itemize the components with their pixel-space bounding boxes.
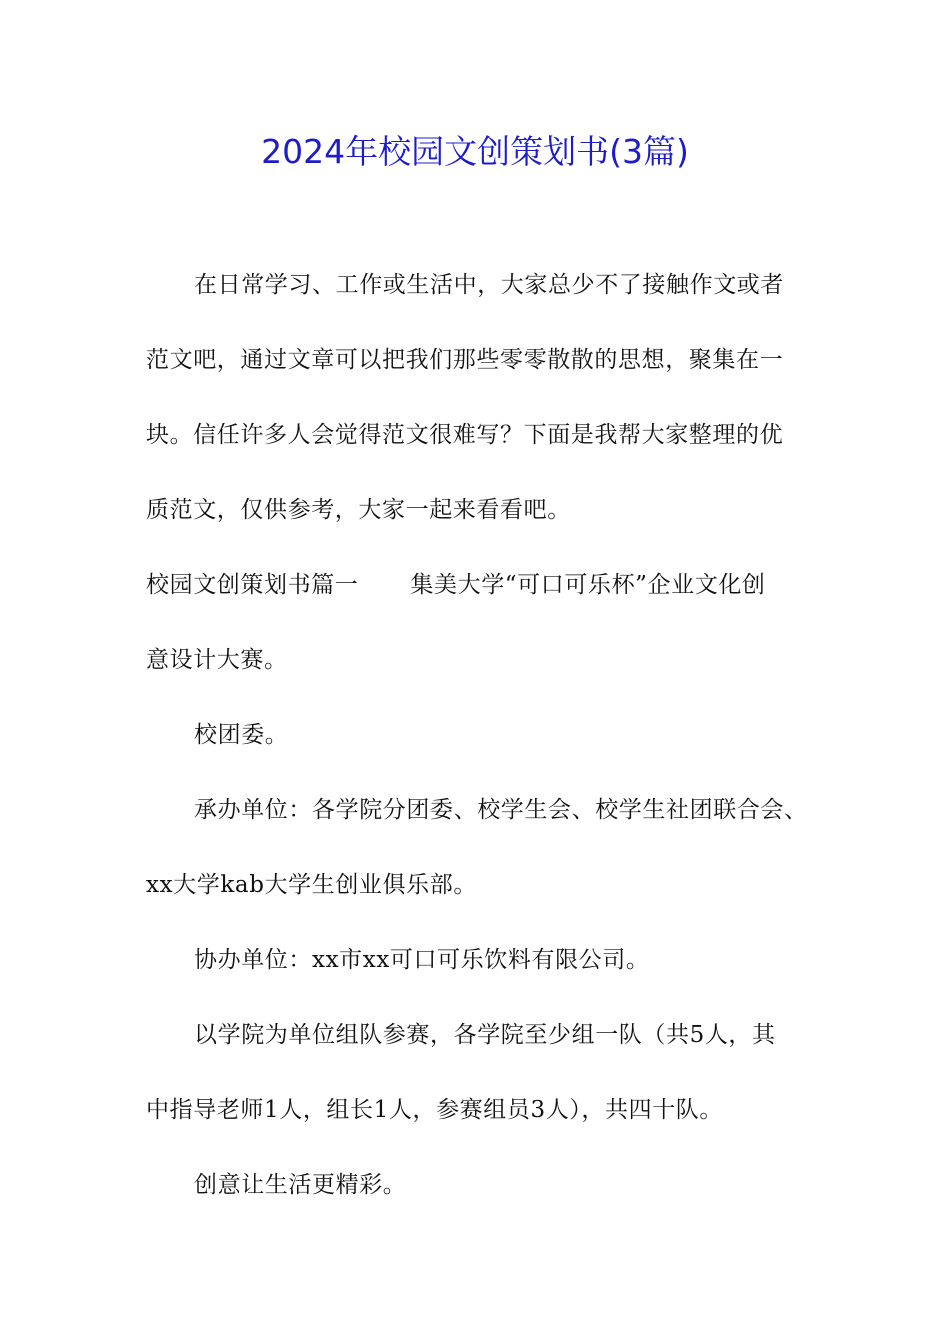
paragraph-line: 校团委。 xyxy=(194,722,289,748)
section-heading-rest: 集美大学“可口可乐杯”企业文化创 xyxy=(410,572,766,598)
section-heading: 校园文创策划书篇一 xyxy=(146,572,359,598)
paragraph-line: 协办单位：xx市xx可口可乐饮料有限公司。 xyxy=(194,947,650,973)
paragraph-line: 在日常学习、工作或生活中，大家总少不了接触作文或者 xyxy=(194,272,784,298)
paragraph-line: xx大学kab大学生创业俱乐部。 xyxy=(146,872,477,898)
document-title: 2024年校园文创策划书(3篇) xyxy=(261,132,689,171)
section-heading-line xyxy=(146,567,766,603)
paragraph-line: 以学院为单位组队参赛，各学院至少组一队（共5人，其 xyxy=(194,1022,776,1048)
paragraph-line: 块。信任许多人会觉得范文很难写？下面是我帮大家整理的优 xyxy=(146,422,784,448)
paragraph-line: 质范文，仅供参考，大家一起来看看吧。 xyxy=(146,497,571,523)
paragraph-line: 创意让生活更精彩。 xyxy=(194,1172,407,1198)
paragraph-line: 意设计大赛。 xyxy=(146,647,288,673)
paragraph-line: 承办单位：各学院分团委、校学生会、校学生社团联合会、 xyxy=(194,797,808,823)
paragraph-line: 范文吧，通过文章可以把我们那些零零散散的思想，聚集在一 xyxy=(146,347,784,373)
paragraph-line: 中指导老师1人，组长1人，参赛组员3人），共四十队。 xyxy=(146,1097,723,1123)
